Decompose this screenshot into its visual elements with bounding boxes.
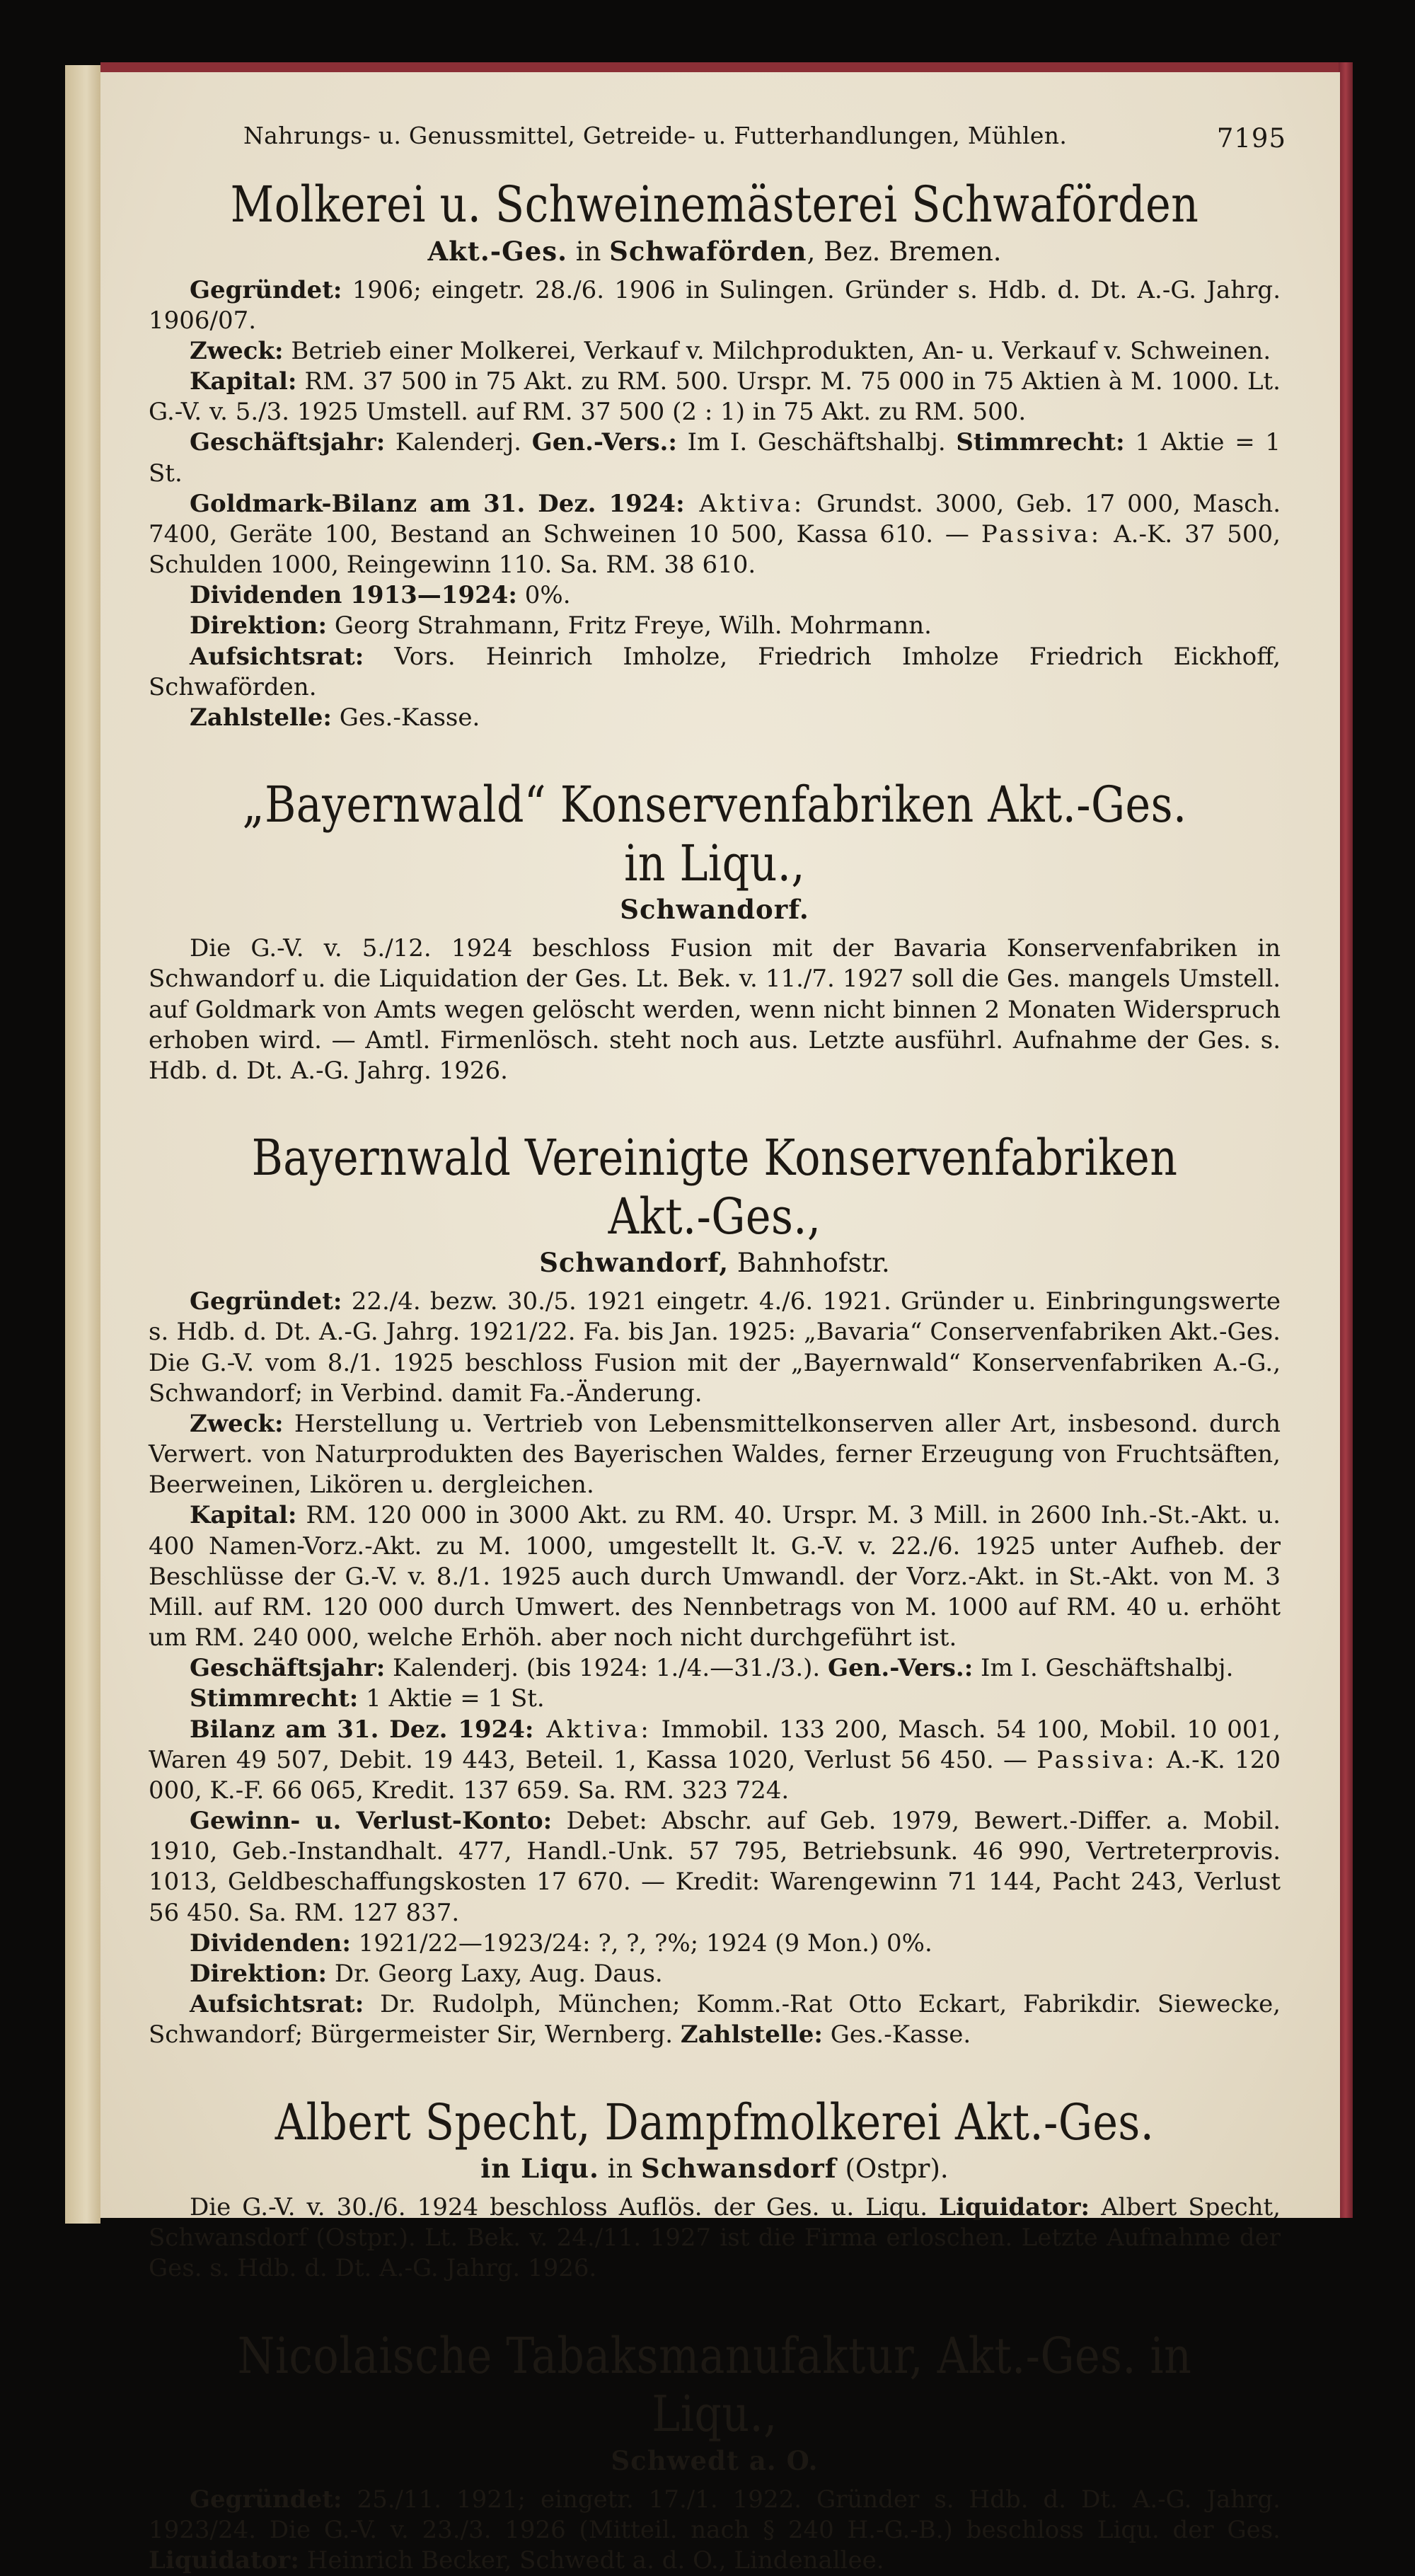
text-run: Liquidator: (149, 2546, 299, 2575)
entry-location (149, 892, 1281, 928)
text-run: Die G.-V. v. 30./6. 1924 beschloss Auflös. der Ges. u. Liqu. (190, 2193, 940, 2222)
page-content (149, 113, 1286, 2576)
text-run: Kredit: (675, 1868, 761, 1897)
text-run: Herstellung u. Vertrieb von Lebensmittelkonserven aller Art, insbesond. durch Verwert. von Naturprodukten des Bayerischen Waldes, ferner Erzeugung von Fruchtsäften, Beerweinen, Likören u. dergleichen. (149, 1409, 1281, 1500)
text-run: Kapital: (190, 367, 297, 396)
running-head-title: Nahrungs- u. Genussmittel, Getreide- u. Futterhandlungen, Mühlen. (243, 122, 1068, 149)
entry-nicolaische-tabak (149, 2327, 1281, 2576)
text-run: Georg Strahmann, Fritz Freye, Wilh. Mohrmann. (327, 611, 932, 640)
text-run: RM. 120 000 in 3000 Akt. zu RM. 40. Urspr. M. 3 Mill. in 2600 Inh.-St.-Akt. u. 400 Namen-Vorz.-Akt. zu M. 1000, umgestellt lt. G.-V. v. 22./6. 1925 unter Aufheb. der Beschlüsse der G.-V. v. 8./1. 1925 auch durch Umwandl. der Vorz.-Akt. in St.-Akt. von M. 3 Mill. auf RM. 120 000 durch Umwert. des Nennbetrags von M. 1000 auf RM. 40 u. erhöht um RM. 240 000, welche Erhöh. aber noch nicht durchgeführt ist. (149, 1501, 1281, 1652)
text-run: Vors. Heinrich Imholze, Friedrich Imholze Friedrich Eickhoff, Schwaförden. (149, 642, 1281, 701)
text-run: Schwandorf. (620, 894, 809, 926)
text-run: Aufsichtsrat: (190, 642, 364, 671)
text-run: Bilanz am 31. Dez. 1924: (190, 1715, 534, 1744)
entry-location: Akt.-Ges. in Schwaförden, Bez. Bremen. (427, 235, 1002, 267)
text-run: RM. 37 500 in 75 Akt. zu RM. 500. Urspr. M. 75 000 in 75 Aktien à M. 1000. Lt. G.-V. v. 5./3. 1925 Umstell. auf RM. 37 500 (2 : 1) in 75 Akt. zu RM. 500. (149, 367, 1281, 427)
text-run: Warengewinn 71 144, Pacht 243, Verlust 56 450. Sa. RM. 127 837. (149, 1868, 1281, 1927)
text-run: Gegründet: (190, 275, 342, 304)
text-run: Geschäftsjahr: (190, 428, 386, 457)
balance-paragraph (149, 489, 1281, 581)
entry-title: „Bayernwald“ Konservenfabriken Akt.-Ges. in Liqu., (242, 776, 1187, 892)
text-run: Dividenden 1913—1924: (190, 581, 517, 610)
text-run: Dividenden: (190, 1928, 351, 1957)
text-run: 0%. (516, 581, 571, 610)
entry-albert-specht (149, 2093, 1281, 2284)
entry-bayernwald-liqu (149, 776, 1281, 1086)
text-run: Aktiva: (684, 489, 805, 518)
text-run: Immobil. 133 200, Masch. 54 100, Mobil. 10 001, Waren 49 507, Debit. 19 443, Beteil. 1, Kassa 1020, Verlust 56 450. — (149, 1715, 1281, 1774)
text-run: Heinrich Becker, Schwedt a. d. O., Lindenallee. (299, 2546, 884, 2575)
management-paragraph (149, 1959, 1281, 1989)
text-run: A.-K. 37 500, Schulden 1000, Reingewinn 110. Sa. RM. 38 610. (149, 519, 1281, 580)
entry-molkerei-schwafoerden (149, 176, 1281, 733)
voting-right-paragraph (149, 1684, 1281, 1714)
text-run: Gegründet: (190, 1287, 342, 1316)
dividends-paragraph (149, 1928, 1281, 1959)
paying-agent-paragraph (149, 703, 1281, 733)
text-run: 22./4. bezw. 30./5. 1921 eingetr. 4./6. 1921. Gründer u. Einbringungswerte s. Hdb. d. Dt. A.-G. Jahrg. 1921/22. Fa. bis Jan. 1925: „Bavaria“ Conservenfabriken Akt.-Ges. Die G.-V. vom 8./1. 1925 beschloss Fusion mit der „Bayernwald“ Konservenfabriken A.-G., Schwandorf; in Verbind. damit Fa.-Änderung. (149, 1287, 1281, 1408)
entry-location (149, 2151, 1281, 2187)
text-run: Stimmrecht: (956, 428, 1125, 457)
fiscal-year-paragraph (149, 1653, 1281, 1684)
text-run: Zweck: (190, 336, 284, 365)
text-run: Kalenderj. (385, 428, 532, 457)
text-run: Ges.-Kasse. (331, 703, 480, 732)
entry-title: Nicolaische Tabaksmanufaktur, Akt.-Ges. in Liqu., (237, 2326, 1192, 2444)
text-run: Schwansdorf (641, 2153, 837, 2185)
entry-bayernwald-vereinigte (149, 1129, 1281, 2050)
entry-title: Bayernwald Vereinigte Konservenfabriken Akt.-Ges., (251, 1129, 1178, 1246)
text-run: Dr. Rudolph, München; Komm.-Rat Otto Eckart, Fabrikdir. Siewecke, Schwandorf; Bürgermeister Sir, Wernberg. (149, 1990, 1281, 2049)
text-run: 1 Aktie = 1 St. (358, 1684, 545, 1713)
text-run: Gen.-Vers.: (828, 1654, 974, 1683)
profit-loss-paragraph (149, 1806, 1281, 1928)
board-paragraph (149, 642, 1281, 703)
text-run: Schwandorf, (539, 1247, 729, 1279)
text-run: Passiva: (1036, 1745, 1157, 1774)
text-run: Debet: (552, 1807, 647, 1836)
text-run: Grundst. 3000, Geb. 17 000, Masch. 7400, Geräte 100, Bestand an Schweinen 10 500, Kassa 610. — (149, 489, 1281, 548)
binding-top (100, 62, 1351, 72)
binding-right (1339, 62, 1353, 2218)
management-paragraph (149, 611, 1281, 641)
text-run: Geschäftsjahr: (190, 1654, 386, 1683)
board-paragraph (149, 1989, 1281, 2050)
text-run: Aktiva: (533, 1715, 652, 1744)
founded-paragraph (149, 275, 1281, 336)
text-run: Liquidator: (939, 2193, 1090, 2222)
text-run: A.-K. 120 000, K.-F. 66 065, Kredit. 137 659. Sa. RM. 323 724. (149, 1745, 1281, 1805)
text-run: Goldmark-Bilanz am 31. Dez. 1924: (190, 489, 685, 518)
text-run: 25./11. 1921; eingetr. 17./1. 1922. Gründer s. Hdb. d. Dt. A.-G. Jahrg. 1923/24. Die G.-V. v. 23./3. 1926 (Mitteil. nach § 240 H.-G.-B.) beschloss Liqu. der Ges. (149, 2485, 1281, 2544)
entry-location (149, 2444, 1281, 2479)
page-number: 7195 (1216, 123, 1286, 154)
text-run: Im I. Geschäftshalbj. (973, 1654, 1234, 1683)
text-run: Direktion: (190, 611, 328, 640)
text-run: Gewinn- u. Verlust-Konto: (190, 1807, 553, 1836)
text-run: Aufsichtsrat: (190, 1990, 364, 2019)
text-run: Zahlstelle: (680, 2020, 823, 2049)
book-spine-edge (65, 65, 100, 2224)
text-run: Im I. Geschäftshalbj. (676, 428, 957, 457)
fiscal-year-paragraph (149, 427, 1281, 488)
text-run: Direktion: (190, 1960, 328, 1988)
dividends-paragraph (149, 580, 1281, 611)
purpose-paragraph (149, 336, 1281, 367)
entry-text: Die G.-V. v. 5./12. 1924 beschloss Fusion mit der Bavaria Konservenfabriken in Schwandorf u. die Liquidation der Ges. Lt. Bek. v. 11./7. 1927 soll die Ges. mangels Umstell. auf Goldmark von Amts wegen gelöscht werden, wenn nicht binnen 2 Monaten Widerspruch erhoben wird. — Amtl. Firmenlösch. steht noch aus. Letzte ausführl. Aufnahme der Ges. s. Hdb. d. Dt. A.-G. Jahrg. 1926. (149, 934, 1281, 1085)
running-header (149, 113, 1286, 163)
text-run: in (599, 2154, 642, 2185)
text-run: Bahnhofstr. (729, 1248, 890, 1279)
text-run: Albert Specht, Schwansdorf (Ostpr.). Lt. Bek. v. 24./11. 1927 ist die Firma erloschen. Letzte Aufnahme der Ges. s. Hdb. d. Dt. A.-G. Jahrg. 1926. (149, 2193, 1281, 2283)
book-page (100, 72, 1340, 2575)
text-run: Gegründet: (190, 2485, 342, 2514)
text-run: Schwedt a. O. (611, 2444, 819, 2476)
text-run: Gen.-Vers.: (531, 428, 677, 457)
text-run: 1906; eingetr. 28./6. 1906 in Sulingen. Gründer s. Hdb. d. Dt. A.-G. Jahrg. 1906/07. (149, 275, 1281, 335)
entry-title: Albert Specht, Dampfmolkerei Akt.-Ges. (275, 2093, 1155, 2151)
purpose-paragraph (149, 1409, 1281, 1501)
text-run: in Liqu. (480, 2153, 599, 2185)
capital-paragraph (149, 1500, 1281, 1653)
text-run: Passiva: (981, 519, 1102, 548)
text-run: 1 Aktie = 1 St. (149, 428, 1281, 488)
entry-location (149, 1246, 1281, 1281)
text-run: Kapital: (190, 1501, 297, 1530)
capital-paragraph (149, 367, 1281, 427)
balance-paragraph (149, 1715, 1281, 1807)
text-run: Kalenderj. (bis 1924: 1./4.—31./3.). (385, 1654, 828, 1683)
text-run: Abschr. auf Geb. 1979, Bewert.-Differ. a. Mobil. 1910, Geb.-Instandhalt. 477, Handl.-Unk. 57 795, Betriebsunk. 46 990, Vertreterprovis. 1013, Geldbeschaffungskosten 17 670. — (149, 1807, 1281, 1897)
text-run: Ges.-Kasse. (822, 2020, 971, 2049)
entry-text (149, 2192, 1281, 2284)
text-run: Betrieb einer Molkerei, Verkauf v. Milchprodukten, An- u. Verkauf v. Schweinen. (283, 336, 1271, 365)
text-run: 1921/22—1923/24: ?, ?, ?%; 1924 (9 Mon.) 0%. (350, 1928, 932, 1957)
text-run: Zweck: (190, 1409, 284, 1438)
text-run: (Ostpr). (836, 2154, 949, 2185)
text-run: Dr. Georg Laxy, Aug. Daus. (327, 1960, 663, 1988)
text-run: Zahlstelle: (190, 703, 332, 732)
text-run: Stimmrecht: (190, 1684, 359, 1713)
founded-paragraph (149, 1287, 1281, 1409)
entry-title: Molkerei u. Schweinemästerei Schwaförden (230, 176, 1199, 234)
entry-text (149, 2485, 1281, 2576)
